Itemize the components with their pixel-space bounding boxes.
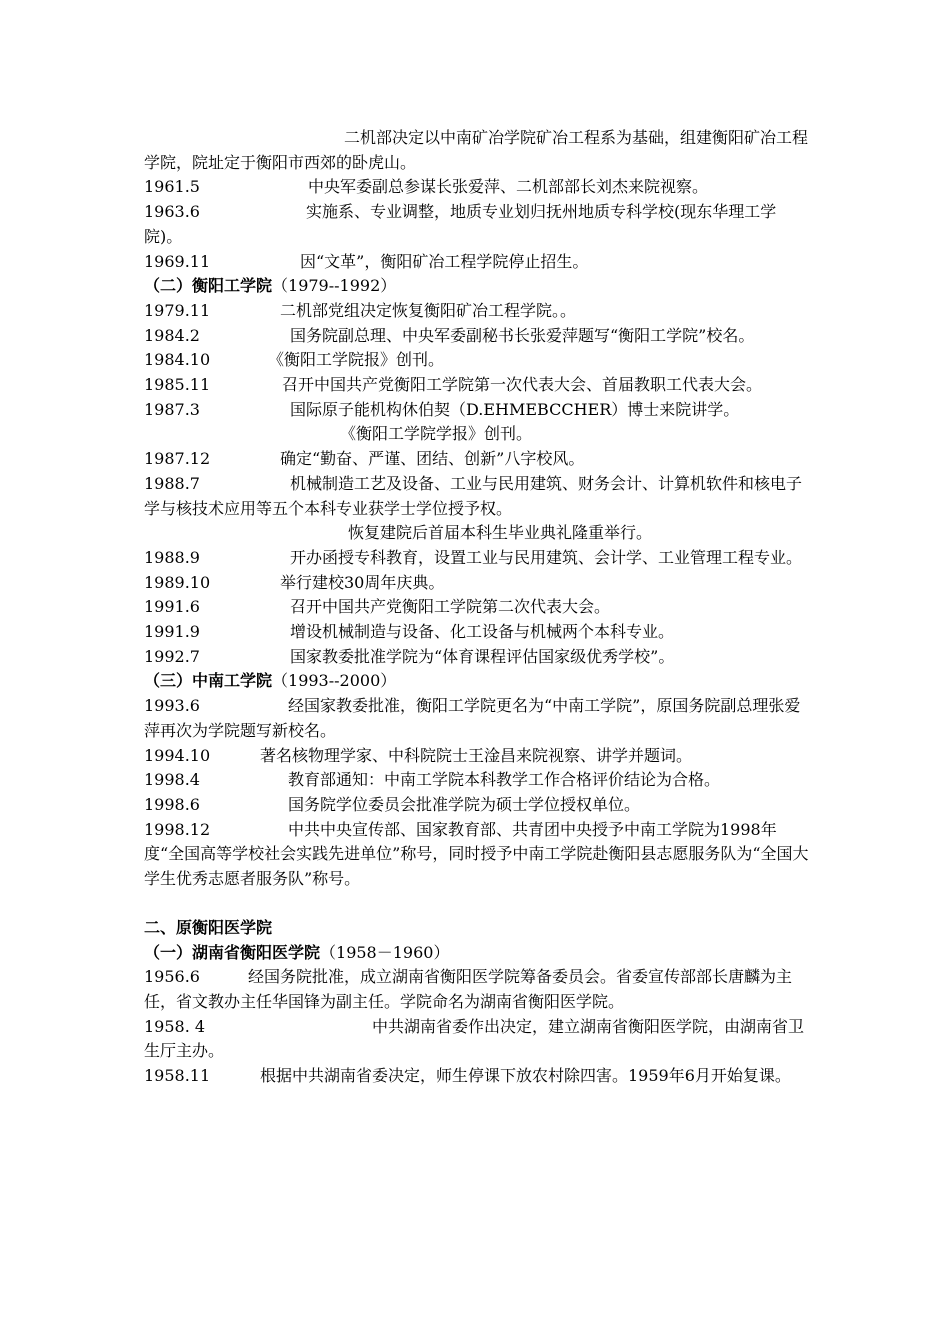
entry-text: 开办函授专科教育，设置工业与民用建筑、会计学、工业管理工程专业。 — [290, 547, 803, 567]
section-range: （1993--2000） — [272, 671, 397, 691]
entry-text: 恢复建院后首届本科生毕业典礼隆重举行。 — [348, 523, 653, 543]
entry-text: 召开中国共产党衡阳工学院第一次代表大会、首届教职工代表大会。 — [282, 375, 763, 395]
entry-text: 机械制造工艺及设备、工业与民用建筑、财务会计、计算机软件和核电子学与核技术应用等五个本科专业获学士学位授予权。 — [144, 473, 803, 518]
entry-date: 1987.3 — [144, 399, 200, 419]
entry — [144, 200, 810, 249]
entry — [144, 744, 810, 769]
entry-text: 国家教委批准学院为“体育课程评估国家级优秀学校”。 — [290, 646, 675, 666]
entry — [144, 694, 810, 743]
section-heading-hengyang — [144, 274, 810, 299]
entry-text: 举行建校30周年庆典。 — [280, 572, 445, 592]
entry-text: 中共湖南省委作出决定，建立湖南省衡阳医学院，由湖南省卫生厅主办。 — [144, 1016, 805, 1061]
entry-list-hk — [144, 126, 810, 274]
entry — [144, 373, 810, 398]
entry-text: 二机部决定以中南矿冶学院矿冶工程系为基础，组建衡阳矿冶工程学院，院址定于衡阳市西郊的卧虎山。 — [144, 128, 809, 172]
entry — [144, 546, 810, 571]
entry-list-zn — [144, 694, 810, 892]
entry-date: 1993.6 — [144, 696, 200, 716]
entry-text: 国际原子能机构休伯契（D.EHMEBCCHER）博士来院讲学。 — [290, 399, 740, 419]
entry-text: 中央军委副总参谋长张爱萍、二机部部长刘杰来院视察。 — [308, 177, 709, 197]
entry-text: 实施系、专业调整，地质专业划归抚州地质专科学校(现东华理工学院)。 — [144, 202, 777, 246]
entry-text: 国务院学位委员会批准学院为硕士学位授权单位。 — [288, 794, 641, 814]
section-range: （1979--1992） — [272, 276, 397, 296]
entry — [144, 299, 810, 324]
entry — [144, 620, 810, 645]
entry-date: 1998.12 — [144, 819, 211, 839]
entry-date: 1958. 4 — [144, 1016, 206, 1036]
entry — [144, 768, 810, 793]
entry-date: 1998.6 — [144, 794, 200, 814]
entry-text: 教育部通知：中南工学院本科教学工作合格评价结论为合格。 — [288, 770, 721, 790]
entry-date: 1963.6 — [144, 202, 200, 222]
entry — [144, 126, 810, 175]
entry-text: 二机部党组决定恢复衡阳矿冶工程学院。。 — [280, 300, 577, 320]
entry — [144, 250, 810, 275]
entry-date: 1984.10 — [144, 350, 211, 370]
entry-text: 召开中国共产党衡阳工学院第二次代表大会。 — [290, 597, 611, 617]
entry — [144, 398, 810, 423]
entry-text: 增设机械制造与设备、化工设备与机械两个本科专业。 — [290, 622, 675, 642]
entry-date: 1992.7 — [144, 646, 200, 666]
section-title: （三）中南工学院 — [144, 671, 273, 691]
section-heading-zhongnan — [144, 669, 810, 694]
entry-date: 1988.9 — [144, 547, 200, 567]
entry — [144, 571, 810, 596]
spacer — [144, 892, 810, 916]
entry-date: 1991.9 — [144, 622, 200, 642]
entry-text: 《衡阳工学院学报》创刊。 — [340, 424, 533, 444]
entry — [144, 645, 810, 670]
entry-date: 1998.4 — [144, 770, 200, 790]
entry-list-med — [144, 965, 810, 1089]
entry — [144, 175, 810, 200]
entry — [144, 793, 810, 818]
entry — [144, 472, 810, 521]
section-range: （1958－1960） — [320, 942, 450, 962]
entry-date: 1958.11 — [144, 1066, 211, 1086]
entry-text: 经国家教委批准，衡阳工学院更名为“中南工学院”，原国务院副总理张爱萍再次为学院题写新校名。 — [144, 696, 801, 740]
entry — [144, 1015, 810, 1064]
entry — [144, 324, 810, 349]
entry — [144, 348, 810, 373]
chapter-heading-medical: 二、原衡阳医学院 — [144, 917, 273, 937]
section-title: （二）衡阳工学院 — [144, 276, 273, 296]
entry-date: 1991.6 — [144, 597, 200, 617]
entry — [144, 818, 810, 892]
entry-text: 经国务院批准，成立湖南省衡阳医学院筹备委员会。省委宣传部部长唐麟为主任，省文教办主任华国锋为副主任。学院命名为湖南省衡阳医学院。 — [144, 967, 793, 1011]
entry-text: 中共中央宣传部、国家教育部、共青团中央授予中南工学院为1998年度“全国高等学校社会实践先进单位”称号，同时授予中南工学院赴衡阳县志愿服务队为“全国大学生优秀志愿者服务队”称号。 — [144, 819, 809, 889]
entry-text: 确定“勤奋、严谨、团结、创新”八字校风。 — [280, 449, 585, 469]
entry-text: 《衡阳工学院报》创刊。 — [268, 350, 445, 370]
entry-date: 1984.2 — [144, 325, 200, 345]
entry-date: 1988.7 — [144, 473, 200, 493]
entry-text: 因“文革”，衡阳矿冶工程学院停止招生。 — [300, 251, 589, 271]
entry — [144, 521, 810, 546]
entry-date: 1979.11 — [144, 300, 211, 320]
document-body — [144, 126, 810, 1089]
entry — [144, 1064, 810, 1089]
entry-list-hy — [144, 299, 810, 670]
entry-date: 1989.10 — [144, 572, 211, 592]
entry-text: 国务院副总理、中央军委副秘书长张爱萍题写“衡阳工学院”校名。 — [290, 325, 755, 345]
entry — [144, 595, 810, 620]
entry — [144, 447, 810, 472]
entry — [144, 422, 810, 447]
entry-date: 1956.6 — [144, 967, 200, 987]
entry-text: 根据中共湖南省委决定，师生停课下放农村除四害。1959年6月开始复课。 — [260, 1066, 791, 1086]
entry — [144, 965, 810, 1014]
entry-date: 1987.12 — [144, 449, 211, 469]
section-title: （一）湖南省衡阳医学院 — [144, 942, 321, 962]
entry-text: 著名核物理学家、中科院院士王淦昌来院视察、讲学并题词。 — [260, 745, 693, 765]
entry-date: 1994.10 — [144, 745, 211, 765]
entry-date: 1961.5 — [144, 177, 200, 197]
section-heading-medical — [144, 941, 810, 966]
entry-date: 1985.11 — [144, 375, 211, 395]
entry-date: 1969.11 — [144, 251, 211, 271]
